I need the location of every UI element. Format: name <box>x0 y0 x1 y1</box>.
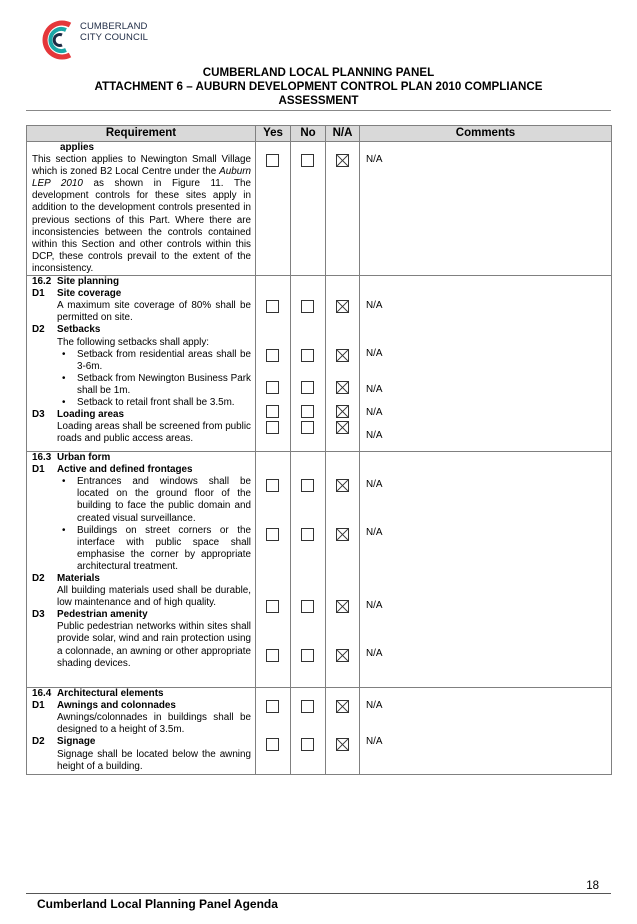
no-checkbox[interactable] <box>301 300 314 313</box>
comment-text: N/A <box>366 600 383 612</box>
no-checkbox[interactable] <box>301 600 314 613</box>
na-checkbox-checked[interactable] <box>336 738 349 751</box>
col-comments: Comments <box>360 126 612 142</box>
col-yes: Yes <box>256 126 291 142</box>
no-checkbox[interactable] <box>301 528 314 541</box>
na-checkbox-checked[interactable] <box>336 700 349 713</box>
table-row <box>27 276 612 452</box>
comment-text: N/A <box>366 700 383 712</box>
comment-text: N/A <box>366 300 383 312</box>
yes-checkbox[interactable] <box>266 154 279 167</box>
control-text: A maximum site coverage of 80% shall be permitted on site. <box>57 300 251 324</box>
control-d1: D1 Awnings and colonnades <box>32 700 176 712</box>
control-text: Public pedestrian networks within sites shall provide solar, wind and rain protection using a colonnade, an awning or other appropriate shading devices. <box>57 621 251 669</box>
requirement-cell <box>27 452 256 688</box>
no-cell <box>291 688 326 775</box>
yes-checkbox[interactable] <box>266 738 279 751</box>
comment-text: N/A <box>366 648 383 660</box>
no-checkbox[interactable] <box>301 479 314 492</box>
compliance-table <box>26 125 612 775</box>
comment-text: N/A <box>366 348 383 360</box>
no-cell <box>291 142 326 276</box>
na-checkbox-checked[interactable] <box>336 600 349 613</box>
page-title <box>20 66 617 108</box>
control-d2: D2 Signage <box>32 736 96 748</box>
table-row <box>27 452 612 688</box>
yes-checkbox[interactable] <box>266 421 279 434</box>
no-cell <box>291 276 326 452</box>
na-cell <box>326 688 360 775</box>
control-d1: D1 Site coverage <box>32 288 122 300</box>
control-d1: D1 Active and defined frontages <box>32 464 193 476</box>
no-checkbox[interactable] <box>301 154 314 167</box>
comment-text: N/A <box>366 407 383 419</box>
section-intro: This section applies to Newington Small Village which is zoned B2 Local Centre under the Auburn LEP 2010 as shown in Figure 11. The development controls for these sites apply in addition to the development controls presented in previous sections of this Part. Where there are inconsistencies between the controls contained within this Section and other controls within this DCP, these controls prevail to the extent of the inconsistency. <box>32 154 251 274</box>
yes-checkbox[interactable] <box>266 381 279 394</box>
no-cell <box>291 452 326 688</box>
comments-cell <box>360 688 612 775</box>
table-header-row <box>27 126 612 142</box>
lep-reference: Auburn LEP 2010 <box>32 166 251 190</box>
yes-checkbox[interactable] <box>266 349 279 362</box>
comment-text: N/A <box>366 154 383 165</box>
footer-agenda: Cumberland Local Planning Panel Agenda <box>37 897 278 911</box>
requirement-cell <box>27 688 256 775</box>
no-checkbox[interactable] <box>301 349 314 362</box>
col-no: No <box>291 126 326 142</box>
na-cell <box>326 452 360 688</box>
na-checkbox-checked[interactable] <box>336 649 349 662</box>
yes-checkbox[interactable] <box>266 528 279 541</box>
comment-text: N/A <box>366 527 383 539</box>
no-checkbox[interactable] <box>301 738 314 751</box>
yes-checkbox[interactable] <box>266 405 279 418</box>
requirement-cell <box>27 276 256 452</box>
header-divider <box>26 110 611 111</box>
footer-divider <box>26 893 611 894</box>
title-line-1: CUMBERLAND LOCAL PLANNING PANEL <box>202 66 435 79</box>
list-item: • Buildings on street corners or the interface with public space shall emphasise the corner by appropriate architectural treatment. <box>62 524 251 572</box>
section-heading: 16.3 Urban form <box>32 452 111 464</box>
control-d2: D2 Materials <box>32 572 100 584</box>
na-cell <box>326 142 360 276</box>
control-text: Awnings/colonnades in buildings shall be designed to a height of 3.5m. <box>57 712 251 736</box>
na-checkbox-checked[interactable] <box>336 421 349 434</box>
page-number: 18 <box>586 880 599 892</box>
list-item: • Entrances and windows shall be located on the ground floor of the building to face the public domain and created visual surveillance. <box>62 476 251 524</box>
logo-line-1: CUMBERLAND <box>80 21 148 32</box>
table-row <box>27 688 612 775</box>
control-d2: D2 Setbacks <box>32 324 101 336</box>
comments-cell <box>360 142 612 276</box>
control-text: Signage shall be located below the awning height of a building. <box>57 748 251 772</box>
comment-text: N/A <box>366 736 383 748</box>
section-heading: 16.4 Architectural elements <box>32 688 164 700</box>
comment-text: N/A <box>366 430 383 442</box>
na-checkbox-checked[interactable] <box>336 300 349 313</box>
na-checkbox-checked[interactable] <box>336 479 349 492</box>
title-line-2: ATTACHMENT 6 – AUBURN DEVELOPMENT CONTROL PLAN 2010 COMPLIANCE <box>94 80 543 93</box>
na-cell <box>326 276 360 452</box>
comments-cell <box>360 276 612 452</box>
yes-cell <box>256 452 291 688</box>
logo-text <box>80 21 148 43</box>
title-line-3: ASSESSMENT <box>278 94 359 107</box>
control-text: The following setbacks shall apply: <box>57 336 210 348</box>
na-checkbox-checked[interactable] <box>336 528 349 541</box>
control-d3: D3 Pedestrian amenity <box>32 609 148 621</box>
list-item: • Setback from residential areas shall be 3-6m. <box>62 348 251 372</box>
yes-cell <box>256 276 291 452</box>
na-checkbox-checked[interactable] <box>336 405 349 418</box>
list-item: • Setback to retail front shall be 3.5m. <box>62 396 235 408</box>
section-heading: applies <box>60 142 95 153</box>
control-text: All building materials used shall be durable, low maintenance and of high quality. <box>57 585 251 609</box>
comment-text: N/A <box>366 384 383 396</box>
control-d3: D3 Loading areas <box>32 409 124 421</box>
table-row <box>27 142 612 276</box>
comments-cell <box>360 452 612 688</box>
na-checkbox-checked[interactable] <box>336 381 349 394</box>
na-checkbox-checked[interactable] <box>336 154 349 167</box>
section-heading: 16.2 Site planning <box>32 276 119 288</box>
logo-line-2: CITY COUNCIL <box>80 32 149 43</box>
yes-checkbox[interactable] <box>266 649 279 662</box>
na-checkbox-checked[interactable] <box>336 349 349 362</box>
yes-cell <box>256 688 291 775</box>
no-checkbox[interactable] <box>301 649 314 662</box>
yes-checkbox[interactable] <box>266 600 279 613</box>
no-checkbox[interactable] <box>301 421 314 434</box>
yes-checkbox[interactable] <box>266 700 279 713</box>
yes-checkbox[interactable] <box>266 479 279 492</box>
col-requirement: Requirement <box>27 126 256 142</box>
no-checkbox[interactable] <box>301 381 314 394</box>
control-text: Loading areas shall be screened from public roads and public access areas. <box>57 421 251 445</box>
list-item: • Setback from Newington Business Park shall be 1m. <box>62 372 251 396</box>
yes-checkbox[interactable] <box>266 300 279 313</box>
requirement-cell <box>27 142 256 276</box>
yes-cell <box>256 142 291 276</box>
col-na: N/A <box>326 126 360 142</box>
comment-text: N/A <box>366 479 383 491</box>
no-checkbox[interactable] <box>301 700 314 713</box>
no-checkbox[interactable] <box>301 405 314 418</box>
